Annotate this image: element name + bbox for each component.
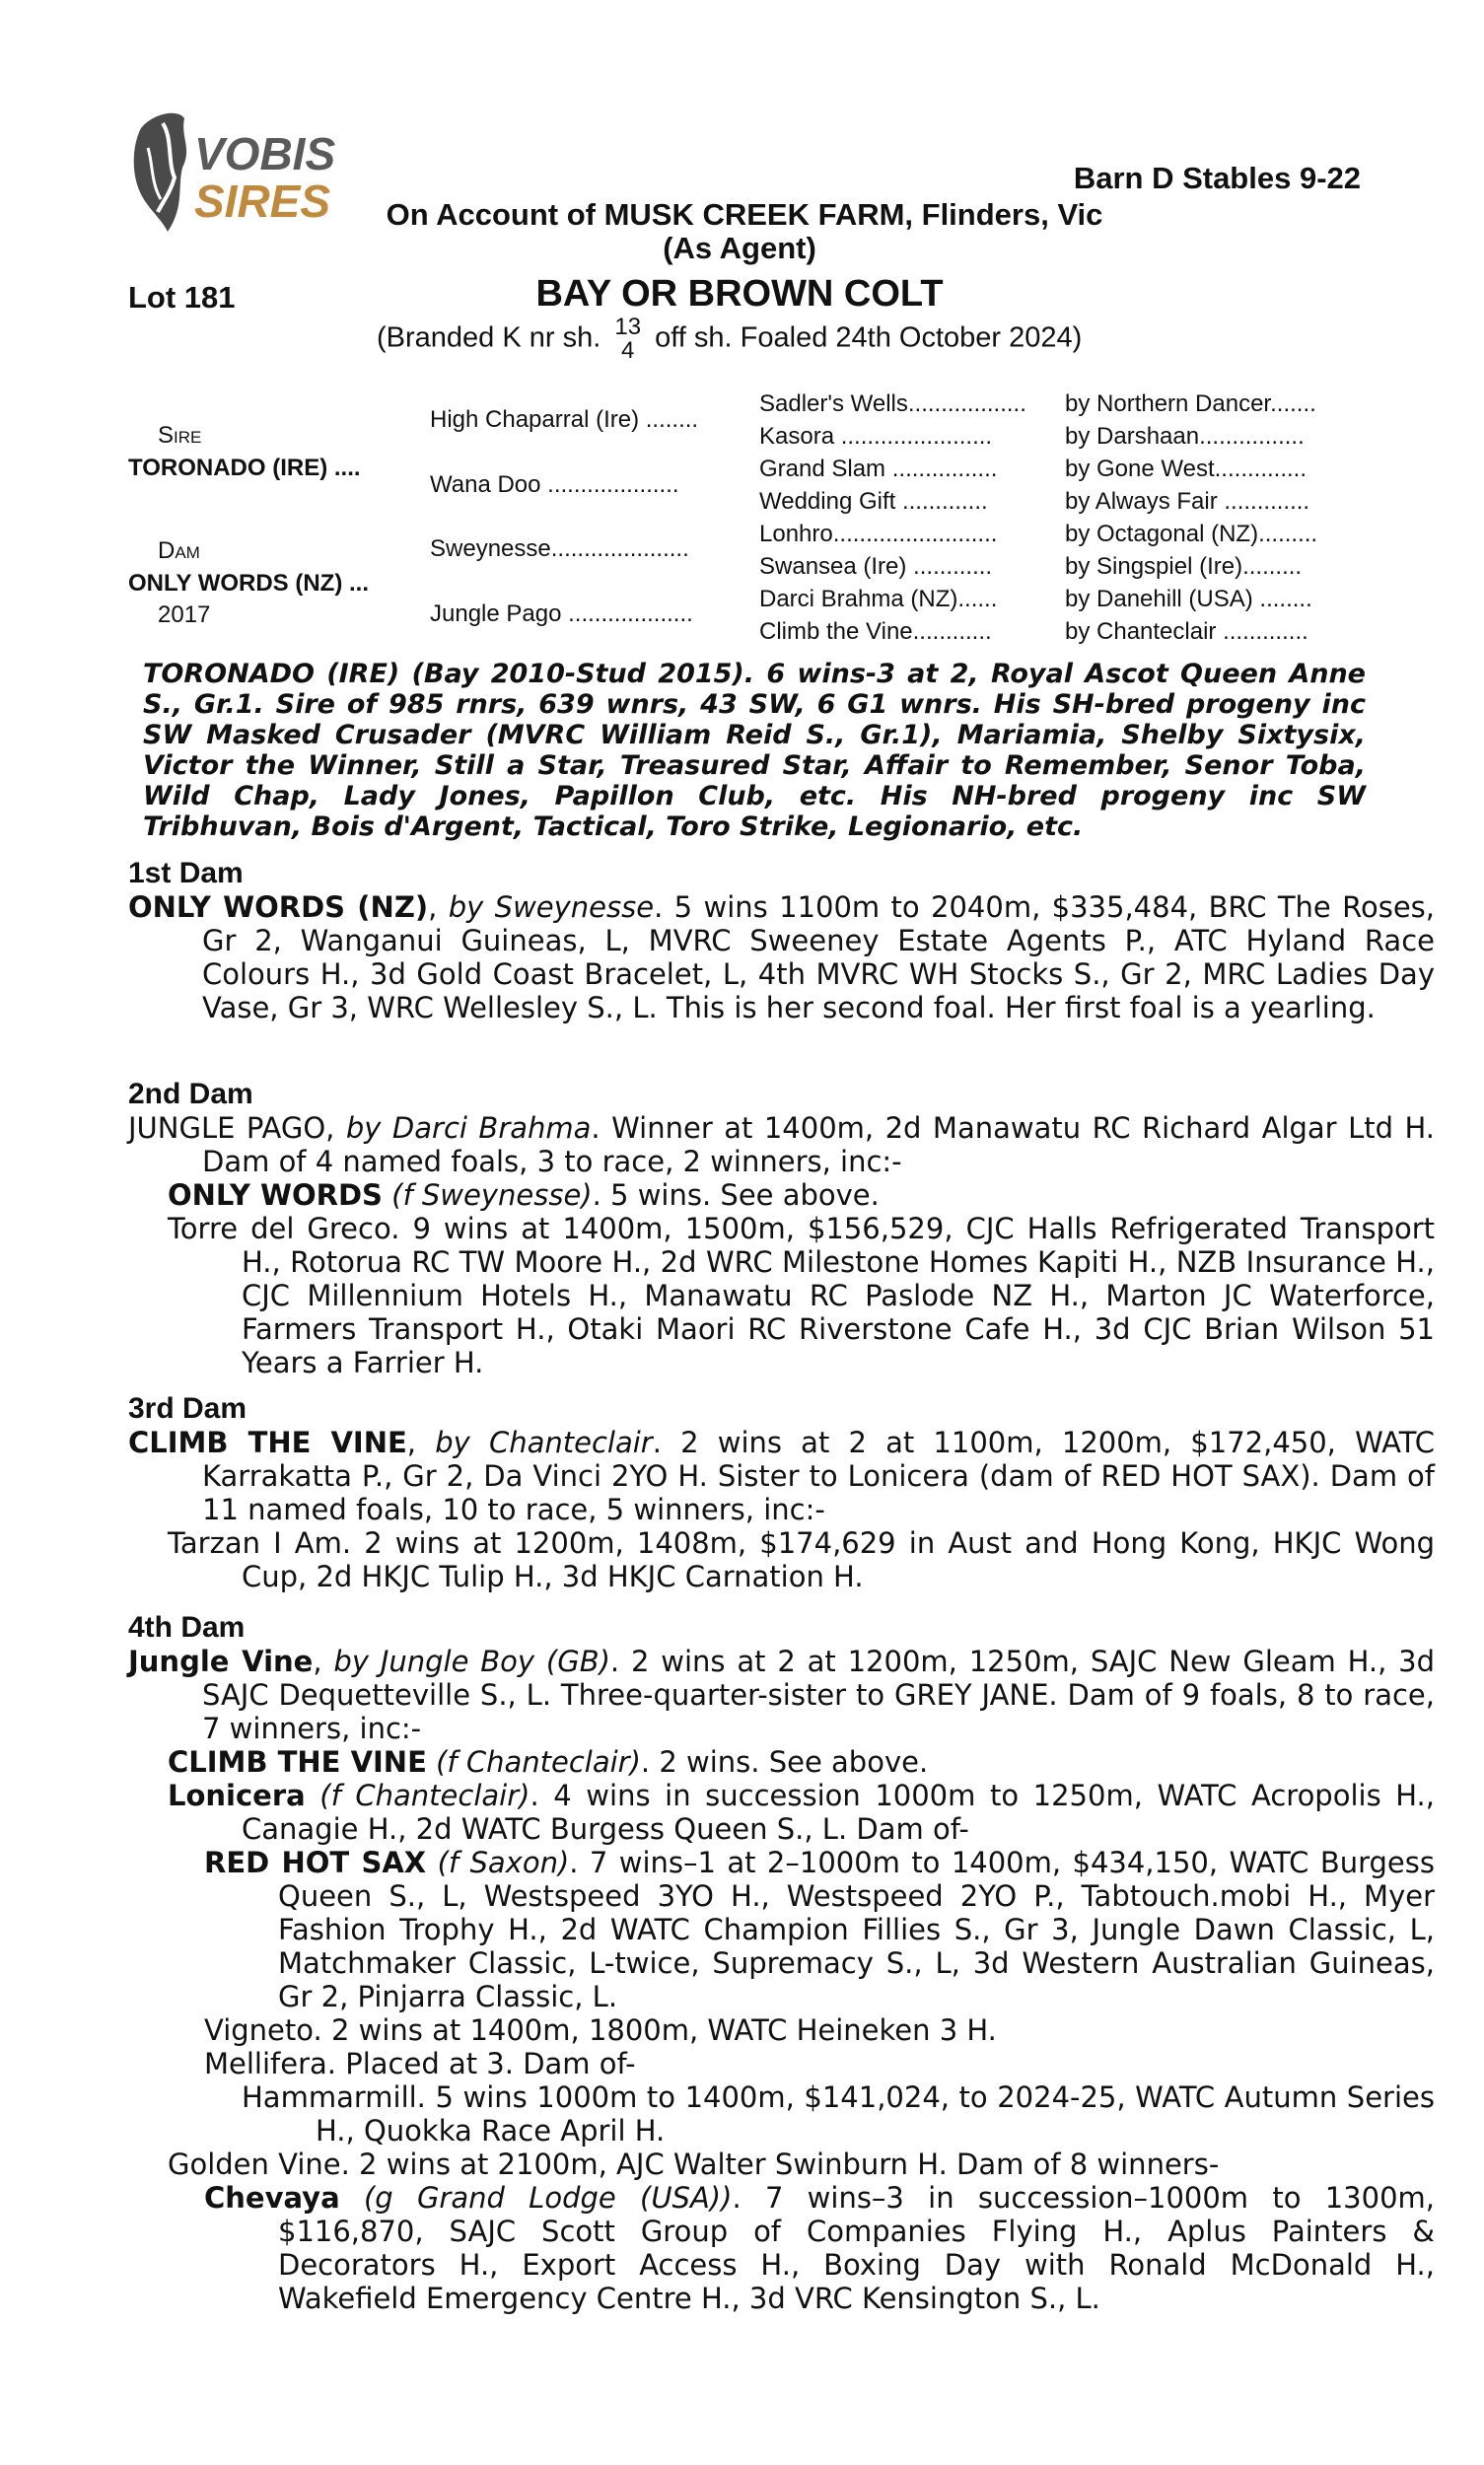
gen3-text: Wedding Gift bbox=[759, 488, 896, 515]
gen4-text: by Singspiel (Ire) bbox=[1065, 553, 1243, 580]
dam3-by: by Chanteclair bbox=[435, 1426, 653, 1459]
gen2-entry: Wana Doo .................... bbox=[430, 471, 679, 498]
gen2-entry: High Chaparral (Ire) ........ bbox=[430, 406, 699, 433]
progeny-name: Chevaya bbox=[204, 2181, 340, 2215]
gen3-text: Grand Slam bbox=[759, 456, 886, 482]
gen3-entry: Swansea (Ire) ............ bbox=[759, 553, 993, 580]
sire-name-text: TORONADO (IRE) bbox=[128, 455, 328, 481]
gen4-entry: by Gone West.............. bbox=[1065, 456, 1307, 482]
gen4-text: by Darshaan bbox=[1065, 423, 1200, 450]
brand-fraction bbox=[614, 316, 641, 363]
section-heading: 2nd Dam bbox=[128, 1078, 253, 1110]
dam2-text: Winner at 1400m, 2d Manawatu RC Richard Algar Ltd H. Dam of 4 named foals, 3 to race, 2 winners, inc:- bbox=[202, 1111, 1436, 1178]
lot-title: BAY OR BROWN COLT bbox=[535, 273, 944, 315]
gen3-entry: Sadler's Wells.................. bbox=[759, 390, 1026, 417]
dam-label: Dam bbox=[158, 537, 200, 564]
gen2-entry: Jungle Pago ................... bbox=[430, 600, 693, 627]
dam2-name: JUNGLE PAGO bbox=[128, 1111, 326, 1145]
dam3-name: CLIMB THE VINE bbox=[128, 1426, 407, 1459]
dam-year: 2017 bbox=[158, 601, 211, 628]
progeny-name: Mellifera. bbox=[204, 2047, 336, 2080]
progeny-name: Hammarmill. bbox=[242, 2080, 426, 2114]
sire-summary: TORONADO (IRE) (Bay 2010-Stud 2015). 6 wins-3 at 2, Royal Ascot Queen Anne S., Gr.1. Sire of 985 rnrs, 639 wnrs, 43 SW, 6 G1 wnrs. His SH-bred progeny inc SW Masked Crusader (MVRC William Reid S., Gr.1), Mariamia, Shelby Sixtysix, Victor the Winner, Still a Star, Treasured Star, Affair to Remember, Senor Toba, Wild Chap, Lady Jones, Papillon Club, etc. His NH-bred progeny inc SW Tribhuvan, Bois d'Argent, Tactical, Toro Strike, Legionario, etc. bbox=[143, 659, 1366, 842]
dam1-text: 5 wins 1100m to 2040m, $335,484, BRC The Roses, Gr 2, Wanganui Guineas, L, MVRC Sweeney Estate Agents P., ATC Hyland Race Colours H., 3d Gold Coast Bracelet, L, 4th MVRC WH Stocks S., Gr 2, MRC Ladies Day Vase, Gr 3, WRC Wellesley S., L. This is her second foal. Her first foal is a yearling. bbox=[202, 890, 1436, 1024]
dam4-progeny bbox=[168, 2148, 1435, 2181]
dam4-progeny: Lonicera (f Chanteclair). 4 wins in succession 1000m to 1250m, WATC Acropolis H., Canagie H., 2d WATC Burgess Queen S., L. Dam of- bbox=[168, 1779, 1435, 1846]
dam2-by: by Darci Brahma bbox=[345, 1111, 592, 1145]
gen4-text: by Chanteclair bbox=[1065, 618, 1217, 645]
gen3-entry: Wedding Gift ............. bbox=[759, 488, 988, 515]
dam4-progeny: CLIMB THE VINE (f Chanteclair). 2 wins. See above. bbox=[168, 1745, 929, 1779]
dam4-text: 2 wins at 2 at 1200m, 1250m, SAJC New Gleam H., 3d SAJC Dequetteville S., L. Three-quarter-sister to GREY JANE. Dam of 9 foals, 8 to race, 7 winners, inc:- bbox=[202, 1645, 1436, 1745]
section-heading: 1st Dam bbox=[128, 857, 244, 889]
progeny-by: (f Sweynesse) bbox=[391, 1178, 593, 1212]
brand-num-bottom: 4 bbox=[621, 337, 635, 364]
gen4-entry: by Northern Dancer....... bbox=[1065, 390, 1316, 417]
progeny-by: (f Chanteclair) bbox=[319, 1779, 530, 1812]
gen2-text: Wana Doo bbox=[430, 471, 541, 498]
dam4-progeny: Chevaya (g Grand Lodge (USA)). 7 wins–3 in succession–1000m to 1300m, $116,870, SAJC Scott Group of Companies Flying H., Aplus Painters & Decorators H., Export Access H., Boxing Day with Ronald McDonald H., Wakefield Emergency Centre H., 3d VRC Kensington S., L. bbox=[204, 2181, 1435, 2315]
gen4-entry: by Always Fair ............. bbox=[1065, 488, 1310, 515]
gen4-text: by Always Fair bbox=[1065, 488, 1218, 515]
brand-mid: nr sh. bbox=[529, 321, 601, 354]
gen4-entry: by Chanteclair ............. bbox=[1065, 618, 1308, 645]
brand-post: off sh. Foaled 24th October 2024) bbox=[655, 321, 1083, 354]
dam2-progeny bbox=[168, 1212, 1435, 1379]
dam-name-text: ONLY WORDS (NZ) bbox=[128, 570, 343, 597]
progeny-name: Vigneto. bbox=[204, 2013, 322, 2047]
gen3-text: Darci Brahma (NZ) bbox=[759, 586, 958, 612]
dam2-paragraph: JUNGLE PAGO, by Darci Brahma. Winner at 1400m, 2d Manawatu RC Richard Algar Ltd H. Dam of 4 named foals, 3 to race, 2 winners, inc:- bbox=[128, 1111, 1436, 1178]
progeny-text: 2 wins at 2100m, AJC Walter Swinburn H. Dam of 8 winners- bbox=[359, 2148, 1220, 2181]
gen3-text: Lonhro bbox=[759, 521, 833, 547]
dam1-by: by Sweynesse bbox=[448, 890, 655, 924]
dam4-paragraph: Jungle Vine, by Jungle Boy (GB). 2 wins at 2 at 1200m, 1250m, SAJC New Gleam H., 3d SAJC Dequetteville S., L. Three-quarter-sister to GREY JANE. Dam of 9 foals, 8 to race, 7 winners, inc:- bbox=[128, 1645, 1436, 1745]
gen4-entry: by Danehill (USA) ........ bbox=[1065, 586, 1312, 612]
gen4-text: by Gone West bbox=[1065, 456, 1215, 482]
progeny-name: CLIMB THE VINE bbox=[168, 1745, 427, 1779]
dam3-paragraph: CLIMB THE VINE, by Chanteclair. 2 wins at 2 at 1100m, 1200m, $172,450, WATC Karrakatta P., Gr 2, Da Vinci 2YO H. Sister to Lonicera (dam of RED HOT SAX). Dam of 11 named foals, 10 to race, 5 winners, inc:- bbox=[128, 1426, 1436, 1526]
dam2-progeny: ONLY WORDS (f Sweynesse). 5 wins. See above. bbox=[168, 1178, 880, 1212]
progeny-name: ONLY WORDS bbox=[168, 1178, 383, 1212]
progeny-by: (f Chanteclair) bbox=[436, 1745, 641, 1779]
gen3-entry: Grand Slam ................ bbox=[759, 456, 998, 482]
gen2-text: Sweynesse bbox=[430, 535, 551, 562]
dam1-paragraph: ONLY WORDS (NZ), by Sweynesse. 5 wins 1100m to 2040m, $335,484, BRC The Roses, Gr 2, Wanganui Guineas, L, MVRC Sweeney Estate Agents P., ATC Hyland Race Colours H., 3d Gold Coast Bracelet, L, 4th MVRC WH Stocks S., Gr 2, MRC Ladies Day Vase, Gr 3, WRC Wellesley S., L. This is her second foal. Her first foal is a yearling. bbox=[128, 890, 1436, 1024]
gen2-entry: Sweynesse..................... bbox=[430, 535, 689, 562]
progeny-name: RED HOT SAX bbox=[204, 1846, 427, 1879]
progeny-name: Tarzan I Am. bbox=[168, 1526, 352, 1560]
gen4-entry: by Octagonal (NZ)......... bbox=[1065, 521, 1318, 547]
brand-line bbox=[377, 316, 1082, 363]
gen3-entry: Darci Brahma (NZ)...... bbox=[759, 586, 998, 612]
dam3-text: 2 wins at 2 at 1100m, 1200m, $172,450, WATC Karrakatta P., Gr 2, Da Vinci 2YO H. Sister to Lonicera (dam of RED HOT SAX). Dam of 11 named foals, 10 to race, 5 winners, inc:- bbox=[202, 1426, 1436, 1526]
progeny-text: 5 wins. See above. bbox=[610, 1178, 880, 1212]
gen4-entry: by Singspiel (Ire)......... bbox=[1065, 553, 1303, 580]
gen3-text: Swansea (Ire) bbox=[759, 553, 907, 580]
gen4-text: by Octagonal (NZ) bbox=[1065, 521, 1259, 547]
progeny-text: 2 wins at 1400m, 1800m, WATC Heineken 3 H. bbox=[330, 2013, 997, 2047]
gen3-entry: Climb the Vine............ bbox=[759, 618, 992, 645]
sire-name: TORONADO (IRE) .... bbox=[128, 455, 361, 481]
brand-pre: (Branded bbox=[377, 321, 495, 354]
progeny-name: Torre del Greco. bbox=[168, 1212, 400, 1245]
gen3-text: Sadler's Wells bbox=[759, 390, 908, 417]
progeny-text: 2 wins at 1200m, 1408m, $174,629 in Aust and Hong Kong, HKJC Wong Cup, 2d HKJC Tulip H., 3d HKJC Carnation H. bbox=[242, 1526, 1436, 1593]
vendor-agent: (As Agent) bbox=[663, 231, 816, 265]
sire-label: Sire bbox=[158, 422, 202, 449]
brand-mark: K bbox=[502, 321, 522, 354]
progeny-by: (f Saxon) bbox=[437, 1846, 570, 1879]
gen3-text: Climb the Vine bbox=[759, 618, 913, 645]
logo-line2: SIRES bbox=[194, 176, 331, 227]
progeny-text: 7 wins–1 at 2–1000m to 1400m, $434,150, WATC Burgess Queen S., L, Westspeed 3YO H., Westspeed 2YO P., Tabtouch.mobi H., Myer Fashion Trophy H., 2d WATC Champion Fillies S., Gr 3, Jungle Dawn Classic, L, Matchmaker Classic, L-twice, Supremacy S., L, 3d Western Australian Guineas, Gr 2, Pinjarra Classic, L. bbox=[278, 1846, 1435, 2013]
progeny-text: 7 wins–3 in succession–1000m to 1300m, $116,870, SAJC Scott Group of Companies Flying H., Aplus Painters & Decorators H., Export Access H., Boxing Day with Ronald McDonald H., Wakefield Emergency Centre H., 3d VRC Kensington S., L. bbox=[278, 2181, 1435, 2315]
progeny-name: Lonicera bbox=[168, 1779, 306, 1812]
vendor-account: On Account of MUSK CREEK FARM, Flinders, Vic bbox=[386, 197, 1103, 232]
dam1-name: ONLY WORDS (NZ) bbox=[128, 890, 429, 924]
dam-name: ONLY WORDS (NZ) ... bbox=[128, 570, 370, 597]
progeny-text: 5 wins 1000m to 1400m, $141,024, to 2024-25, WATC Autumn Series H., Quokka Race April H. bbox=[316, 2080, 1435, 2148]
section-heading: 4th Dam bbox=[128, 1611, 246, 1644]
gen3-entry: Lonhro......................... bbox=[759, 521, 998, 547]
gen3-entry: Kasora ....................... bbox=[759, 423, 993, 450]
dam4-progeny bbox=[204, 2013, 1435, 2047]
dam3-progeny bbox=[168, 1526, 1435, 1593]
dam4-by: by Jungle Boy (GB) bbox=[333, 1645, 610, 1678]
lot-number: Lot 181 bbox=[128, 280, 236, 315]
gen4-text: by Danehill (USA) bbox=[1065, 586, 1253, 612]
progeny-by: (g Grand Lodge (USA)) bbox=[363, 2181, 733, 2215]
gen4-entry: by Darshaan................ bbox=[1065, 423, 1305, 450]
barn-location: Barn D Stables 9-22 bbox=[1073, 161, 1361, 195]
dam4-name: Jungle Vine bbox=[128, 1645, 314, 1678]
progeny-text: 4 wins in succession 1000m to 1250m, WATC Acropolis H., Canagie H., 2d WATC Burgess Queen S., L. Dam of- bbox=[242, 1779, 1435, 1846]
brand-num-top: 13 bbox=[614, 314, 642, 340]
logo-line1: VOBIS bbox=[194, 128, 336, 179]
gen2-text: High Chaparral (Ire) bbox=[430, 406, 640, 433]
section-heading: 3rd Dam bbox=[128, 1392, 247, 1425]
dam4-progeny bbox=[204, 2047, 1435, 2080]
dam4-progeny bbox=[242, 2080, 1435, 2148]
dam4-progeny: RED HOT SAX (f Saxon). 7 wins–1 at 2–1000m to 1400m, $434,150, WATC Burgess Queen S., L, Westspeed 3YO H., Westspeed 2YO P., Tabtouch.mobi H., Myer Fashion Trophy H., 2d WATC Champion Fillies S., Gr 3, Jungle Dawn Classic, L, Matchmaker Classic, L-twice, Supremacy S., L, 3d Western Australian Guineas, Gr 2, Pinjarra Classic, L. bbox=[204, 1846, 1435, 2013]
gen4-text: by Northern Dancer bbox=[1065, 390, 1271, 417]
gen2-text: Jungle Pago bbox=[430, 600, 562, 627]
progeny-text: 2 wins. See above. bbox=[659, 1745, 929, 1779]
gen3-text: Kasora bbox=[759, 423, 835, 450]
progeny-name: Golden Vine. bbox=[168, 2148, 350, 2181]
progeny-text: 9 wins at 1400m, 1500m, $156,529, CJC Halls Refrigerated Transport H., Rotorua RC TW Moore H., 2d WRC Milestone Homes Kapiti H., NZB Insurance H., CJC Millennium Hotels H., Manawatu RC Paslode NZ H., Marton JC Waterforce, Farmers Transport H., Otaki Maori RC Riverstone Cafe H., 3d CJC Brian Wilson 51 Years a Farrier H. bbox=[242, 1212, 1436, 1379]
progeny-text: Placed at 3. Dam of- bbox=[345, 2047, 636, 2080]
